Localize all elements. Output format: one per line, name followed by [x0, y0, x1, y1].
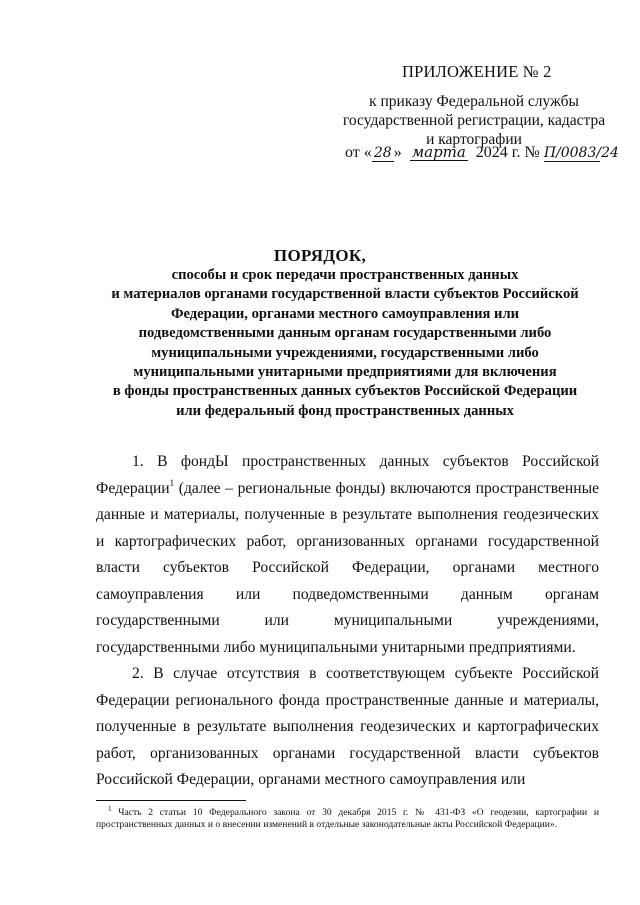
appendix-ref-line: к приказу Федеральной службы — [369, 93, 579, 110]
footnote-text: Часть 2 статьи 10 Федерального закона от 30 декабря 2015 г. № 431-ФЗ «О геодезии, картографии и пространственных данных и о внесении изменений в отдельные законодательные акты Российской Федерации». — [96, 807, 599, 830]
handwritten-day: 28 — [372, 145, 394, 162]
subtitle-line: способы и срок передачи пространственных данных — [171, 267, 519, 283]
date-year: 2024 г. № — [475, 144, 540, 161]
document-body — [96, 449, 599, 794]
handwritten-month: марта — [411, 143, 466, 161]
date-prefix: от « — [345, 144, 372, 161]
subtitle-line: муниципальными унитарными предприятиями для включения — [133, 364, 557, 381]
subtitle-line: или федеральный фонд пространственных данных — [176, 402, 514, 419]
footnote-reference: 1 — [169, 477, 175, 488]
paragraph-1-continuation: (далее – региональные фонды) включаются пространственные данные и материалы, полученные в результате выполнения геодезических и картографических работ, организованных органами государственной власти субъектов Российской Федерации, органами местного самоуправления или подведомственными данным органам государственными или муниципальными учреждениями, государственными либо муниципальными унитарными предприятиями. — [96, 479, 599, 656]
footnote-marker: 1 — [108, 805, 112, 813]
footnote — [96, 807, 599, 830]
paragraph-1-text: 1. В фондЫ пространственных данных субъектов Российской Федерации — [96, 453, 599, 497]
handwritten-order-number: П/0083/24 — [543, 145, 619, 161]
appendix-title: ПРИЛОЖЕНИЕ № 2 — [402, 62, 552, 81]
appendix-reference — [330, 92, 618, 149]
footnote-divider — [96, 800, 246, 801]
order-date-line — [345, 143, 619, 162]
paragraph-1 — [96, 449, 599, 661]
subtitle-line: и материалов органами государственной власти субъектов Российской — [111, 286, 579, 303]
subtitle-line: муниципальными учреждениями, государственными либо — [151, 344, 539, 361]
appendix-ref-line: и картографии — [426, 131, 522, 148]
subtitle-line: в фонды пространственных данных субъектов Российской Федерации — [112, 383, 578, 400]
subtitle-line: подведомственными данным органам государственными либо — [138, 325, 552, 342]
document-subtitle — [90, 266, 600, 421]
paragraph-2: 2. В случае отсутствия в соответствующем субъекте Российской Федерации регионального фонда пространственные данные и материалы, полученные в результате выполнения геодезических и картографических работ, организованных органами государственной власти субъектов Российской Федерации, органами местного самоуправления или — [96, 665, 599, 788]
document-title: ПОРЯДОК, — [273, 246, 367, 265]
date-close: » — [393, 144, 402, 161]
appendix-ref-line: государственной регистрации, кадастра — [342, 112, 606, 129]
subtitle-line: Федерации, органами местного самоуправления или — [170, 305, 520, 322]
